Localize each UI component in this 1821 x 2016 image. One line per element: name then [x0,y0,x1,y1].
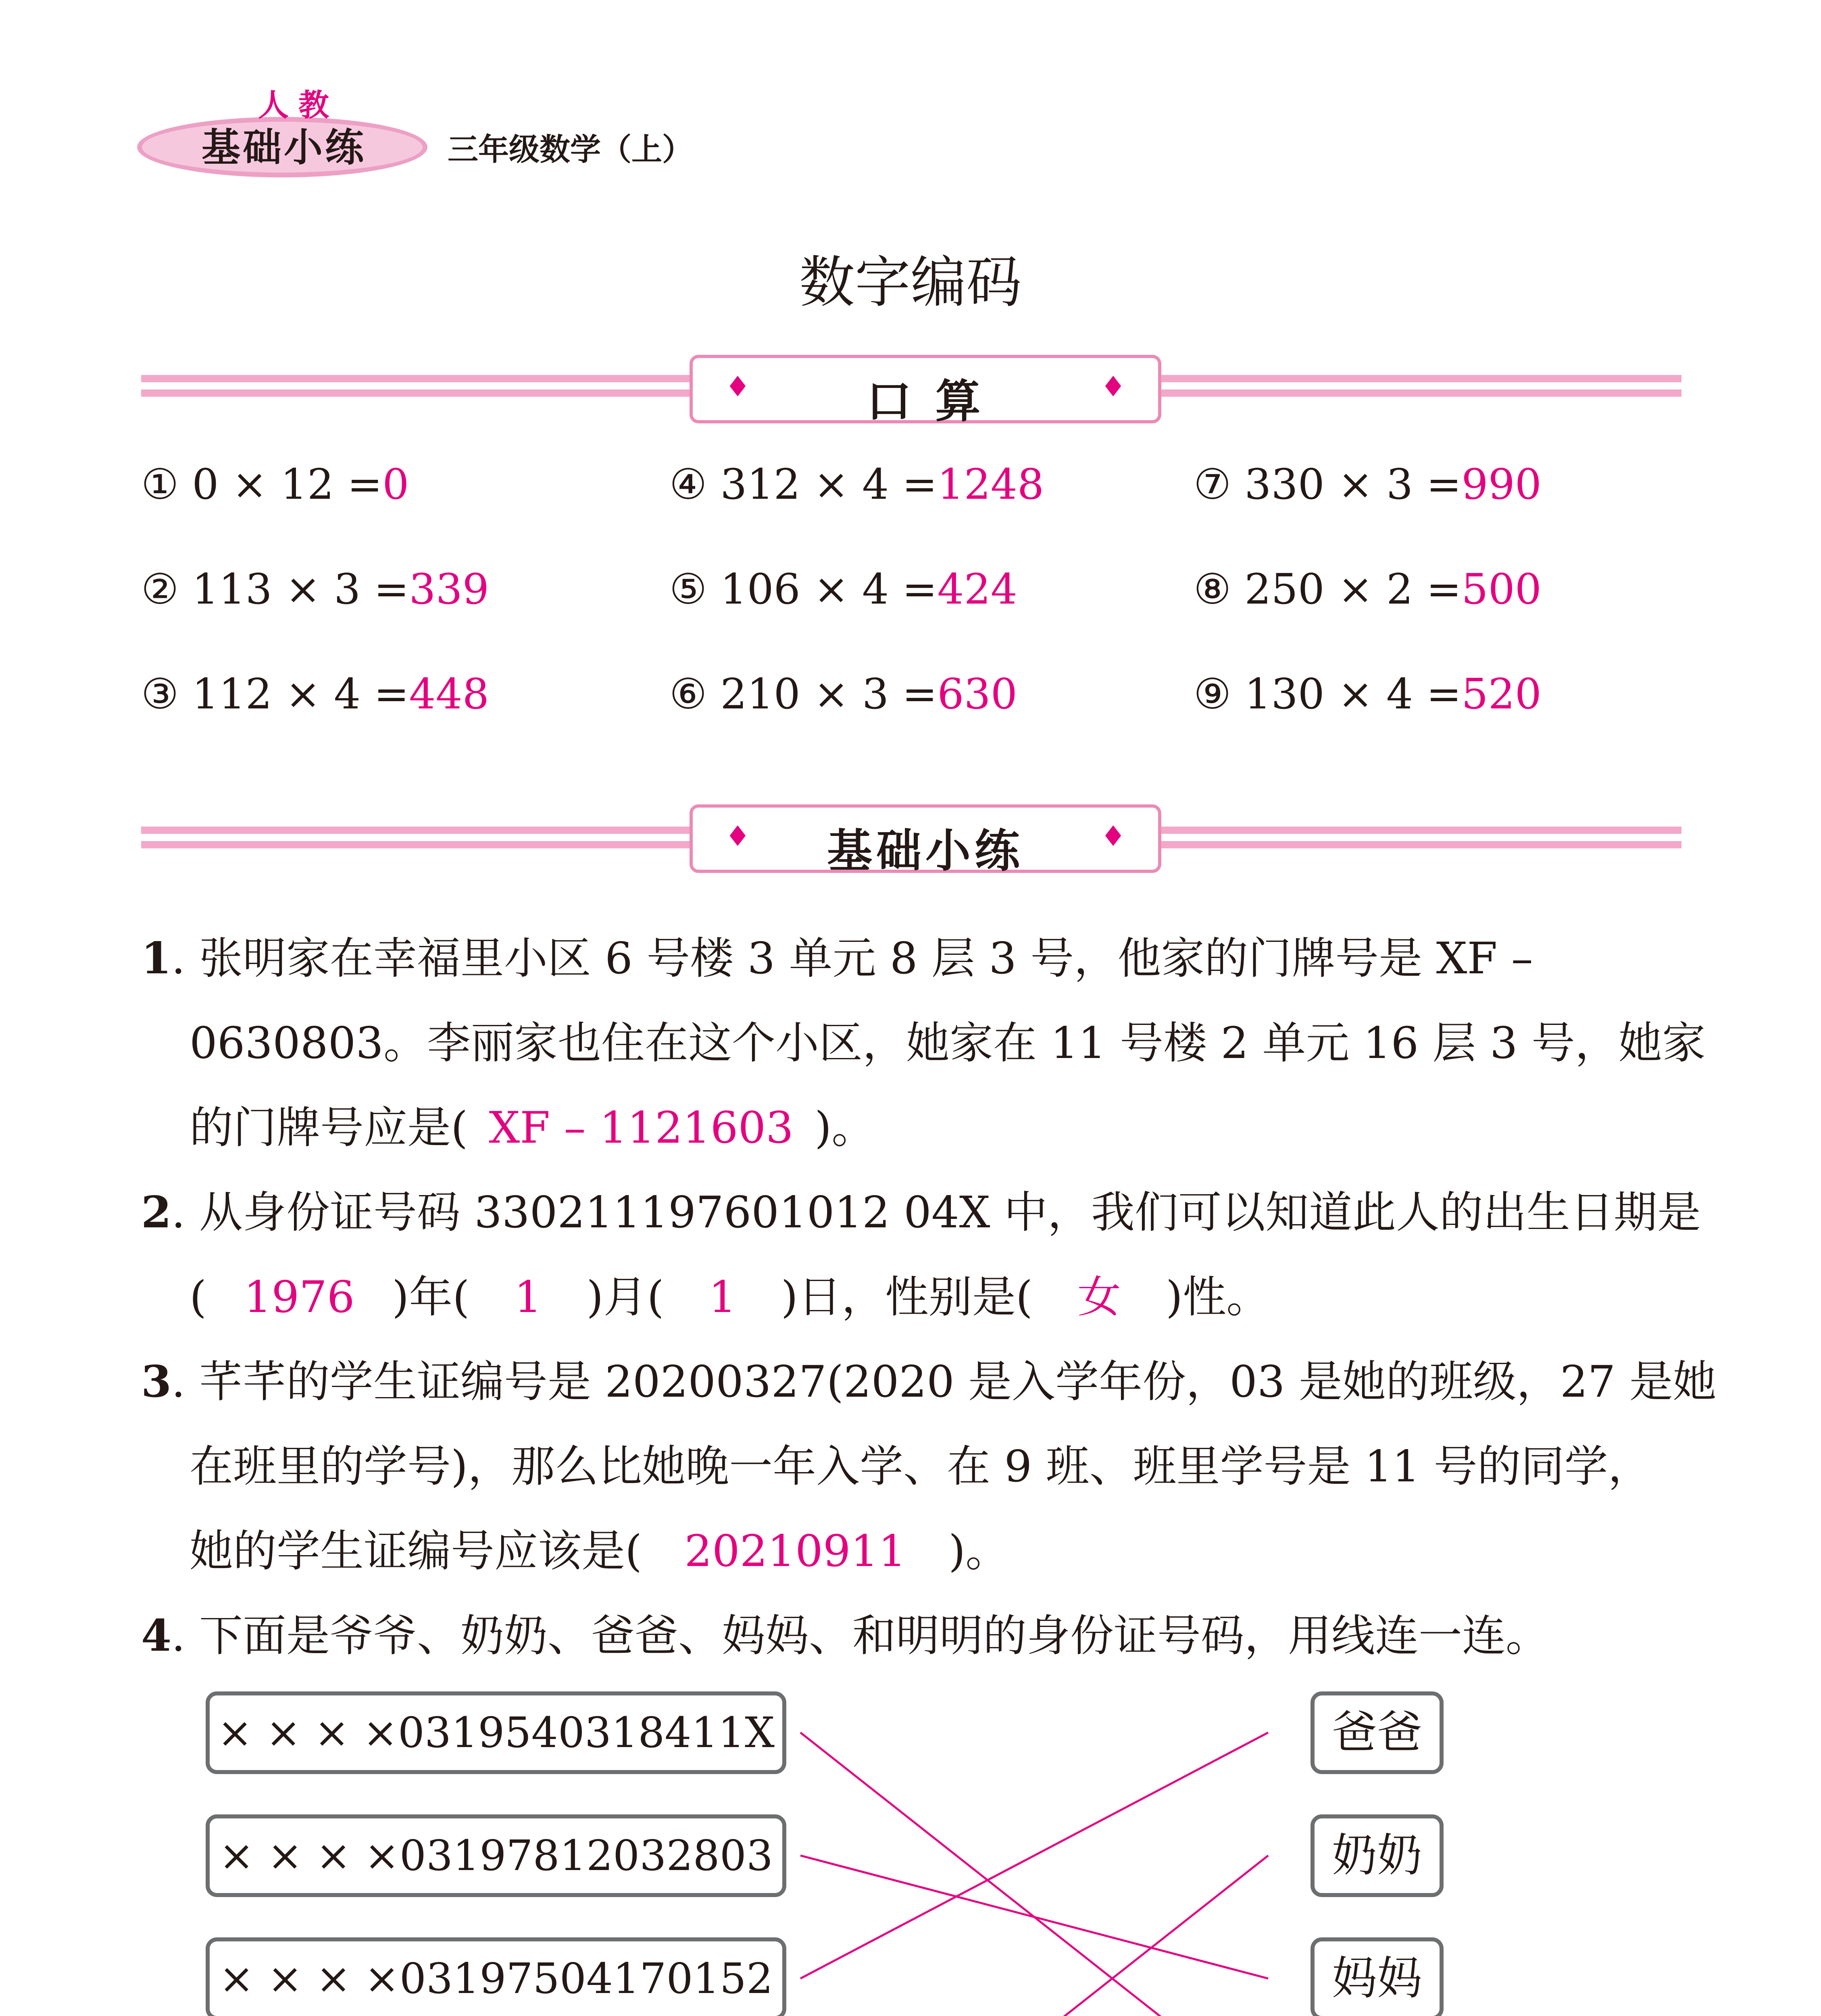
id-number-box: × × × ×03197812032803 [206,1814,786,1897]
answer-blank-gender: 女 [1077,1272,1121,1322]
answer-blank: XF – 1121603 [489,1103,794,1153]
answer-blank-day: 1 [708,1272,737,1322]
question-3-line-1: 3. 芊芊的学生证编号是 20200327(2020 是入学年份，03 是她的班级，27 是她 [141,1356,1717,1407]
question-1-line-3: 的门牌号应是( XF – 1121603 )。 [190,1103,875,1153]
answer-blank-month: 1 [514,1272,542,1322]
section-title: 口 算 [866,375,985,428]
oral-calc-item: ⑨ 130 × 4 =520 [1194,669,1542,719]
name-box: 爸爸 [1311,1691,1444,1774]
answer-blank: 20210911 [684,1526,906,1577]
question-1-line-1: 1. 张明家在幸福里小区 6 号楼 3 单元 8 层 3 号，他家的门牌号是 XF – [141,933,1533,984]
question-3-line-2: 在班里的学号)，那么比她晚一年入学、在 9 班、班里学号是 11 号的同学， [190,1441,1652,1492]
publisher-label: 人教 [258,87,339,123]
diamond-icon: ♦ [725,820,750,853]
oral-calc-item: ⑧ 250 × 2 =500 [1194,564,1542,614]
id-number-box: × × × ×0319540318411X [206,1691,786,1774]
question-3-line-3: 她的学生证编号应该是( 20210911 )。 [190,1526,1009,1577]
oral-calc-item: ⑦ 330 × 3 =990 [1194,460,1542,509]
oral-calc-item: ② 113 × 3 =339 [141,564,489,614]
grade-label: 三年级数学（上） [448,131,693,167]
oral-calc-item: ① 0 × 12 =0 [141,460,409,509]
section-title: 基础小练 [827,825,1024,877]
answer-blank-year: 1976 [244,1272,355,1322]
diamond-icon: ♦ [725,370,750,403]
match-line [800,1856,1268,1979]
diamond-icon: ♦ [1100,370,1126,403]
name-box: 妈妈 [1311,1937,1444,2016]
oral-calc-item: ④ 312 × 4 =1248 [669,460,1044,509]
oral-calc-item: ⑤ 106 × 4 =424 [669,564,1017,614]
oral-calc-item: ⑥ 210 × 3 =630 [669,669,1017,719]
diamond-icon: ♦ [1100,820,1126,853]
question-1-line-2: 0630803。李丽家也住在这个小区，她家在 11 号楼 2 单元 16 层 3 号，她家 [190,1018,1706,1068]
name-box: 奶奶 [1311,1814,1444,1897]
page-title: 数字编码 [799,250,1022,315]
id-number-box: × × × ×03197504170152 [206,1937,786,2016]
oral-calc-item: ③ 112 × 4 =448 [141,669,489,719]
question-4-line-1: 4. 下面是爷爷、奶奶、爸爸、妈妈、和明明的身份证号码，用线连一连。 [141,1610,1549,1661]
series-logo-text: 基础小练 [202,125,366,170]
match-line [800,1856,1268,2016]
match-line [800,1733,1268,1979]
question-2-line-2: ( 1976 )年( 1 )月( 1 )日，性别是( 女 )性。 [190,1262,1270,1325]
question-2-line-1: 2. 从身份证号码 330211197601012 04X 中，我们可以知道此人的出生日期是 [141,1187,1701,1238]
